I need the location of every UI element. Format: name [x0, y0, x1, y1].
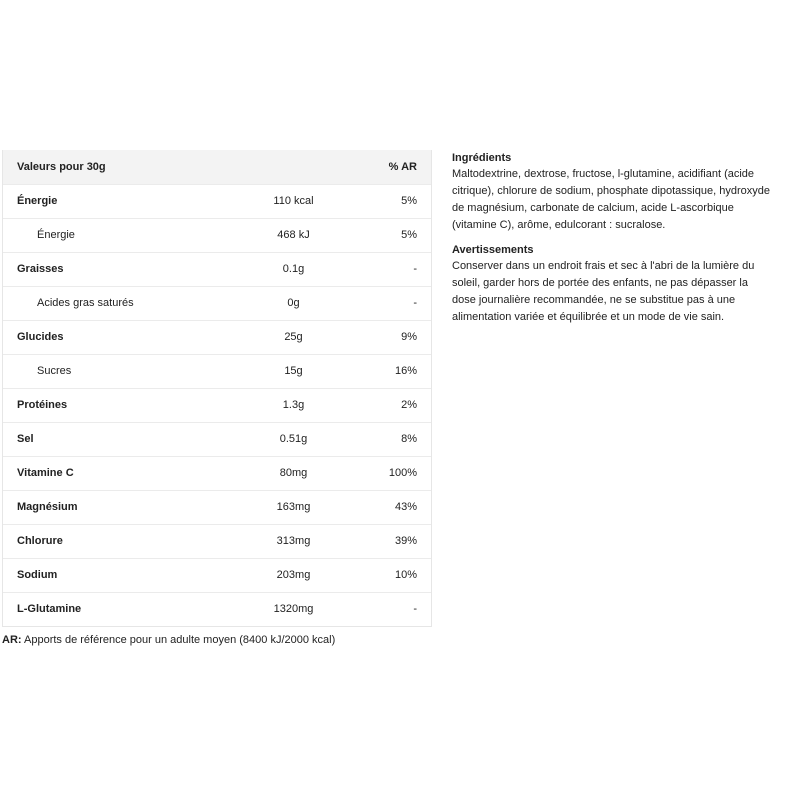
row-name: Graisses	[3, 252, 246, 286]
row-ar: 100%	[341, 456, 431, 490]
footnote-label: AR:	[2, 634, 22, 646]
row-value: 163mg	[246, 490, 341, 524]
row-value: 1320mg	[273, 603, 314, 616]
row-ar: 43%	[341, 490, 431, 524]
header-value	[246, 150, 341, 184]
table-row	[3, 252, 431, 286]
row-ar: -	[341, 286, 431, 320]
row-name: Énergie	[3, 218, 246, 252]
row-ar: -	[413, 603, 417, 616]
header-ar: % AR	[341, 150, 431, 184]
table-row	[3, 558, 431, 592]
row-value: 468 kJ	[246, 218, 341, 252]
table-row	[3, 320, 431, 354]
row-name: Vitamine C	[3, 456, 246, 490]
row-ar: 8%	[341, 422, 431, 456]
row-name: Magnésium	[3, 490, 246, 524]
row-ar: 2%	[341, 388, 431, 422]
product-info-panel	[452, 150, 772, 334]
row-name: Acides gras saturés	[3, 286, 246, 320]
row-name: Sel	[3, 422, 246, 456]
row-ar: 16%	[341, 354, 431, 388]
row-value: 0.51g	[246, 422, 341, 456]
row-ar: 5%	[341, 218, 431, 252]
table-row	[3, 184, 431, 218]
row-name: Glucides	[3, 320, 246, 354]
row-name: Sodium	[3, 558, 246, 592]
row-name: L-Glutamine	[17, 603, 82, 616]
table-row	[3, 524, 431, 558]
ingredients-title: Ingrédients	[452, 152, 512, 164]
table-row	[3, 490, 431, 524]
table-row	[3, 354, 431, 388]
table-row	[3, 218, 431, 252]
footnote-text: Apports de référence pour un adulte moyen (8400 kJ/2000 kcal)	[21, 634, 336, 646]
table-row	[3, 286, 431, 320]
ingredients-text: Maltodextrine, dextrose, fructose, l-glutamine, acidifiant (acide citrique), chlorure de sodium, phosphate dipotassique, hydroxyde de magnésium, carbonate de calcium, acide L-ascorbique (vitamine C), arôme, edulcorant : sucralose.	[452, 168, 770, 231]
warnings-title: Avertissements	[452, 244, 534, 256]
row-value: 110 kcal	[246, 184, 341, 218]
table-row	[3, 592, 431, 626]
row-value: 0.1g	[246, 252, 341, 286]
table-row	[3, 388, 431, 422]
row-value: 1.3g	[246, 388, 341, 422]
row-ar: 39%	[341, 524, 431, 558]
row-ar: 9%	[341, 320, 431, 354]
row-name: Chlorure	[3, 524, 246, 558]
row-value: 25g	[246, 320, 341, 354]
row-value: 203mg	[246, 558, 341, 592]
reference-footnote	[2, 634, 335, 646]
row-name: Sucres	[3, 354, 246, 388]
table-header-row	[3, 150, 431, 184]
nutrition-table-container	[2, 150, 432, 627]
row-value: 80mg	[246, 456, 341, 490]
nutrition-table	[3, 150, 431, 626]
row-value: 0g	[246, 286, 341, 320]
row-ar: -	[341, 252, 431, 286]
header-label: Valeurs pour 30g	[3, 150, 246, 184]
row-name: Protéines	[3, 388, 246, 422]
row-value: 15g	[246, 354, 341, 388]
table-row	[3, 422, 431, 456]
row-ar: 10%	[341, 558, 431, 592]
row-ar: 5%	[341, 184, 431, 218]
row-name: Énergie	[3, 184, 246, 218]
table-row	[3, 456, 431, 490]
row-value: 313mg	[246, 524, 341, 558]
warnings-text: Conserver dans un endroit frais et sec à l'abri de la lumière du soleil, garder hors de portée des enfants, ne pas dépasser la dose journalière recommandée, ne se substitue pas à une alimentation variée et équilibrée et un mode de vie sain.	[452, 260, 755, 323]
